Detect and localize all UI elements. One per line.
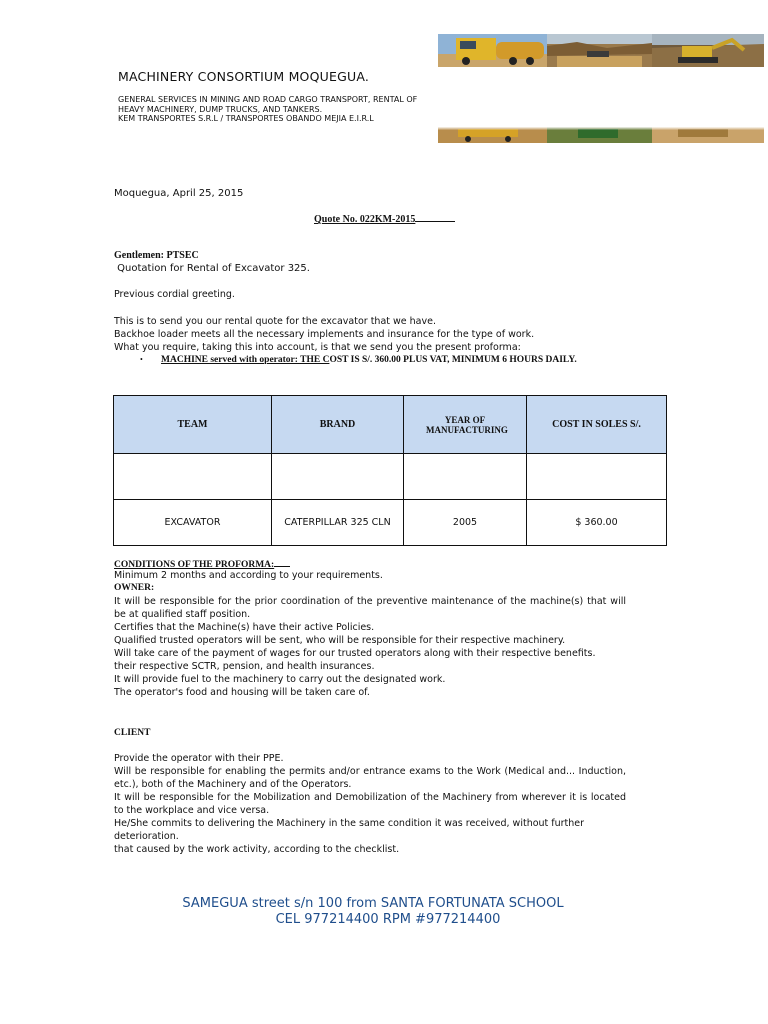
table-cell-team: EXCAVATOR <box>114 500 272 546</box>
table-cell-year: 2005 <box>404 500 527 546</box>
owner-item: Certifies that the Machine(s) have their active Policies. <box>114 622 375 633</box>
table-row <box>114 500 667 546</box>
owner-item: Qualified trusted operators will be sent, who will be responsible for their respective machinery. <box>114 635 566 646</box>
header-photo-tanker-truck <box>438 34 547 67</box>
table-cell <box>114 454 272 500</box>
header-photo-band <box>438 85 764 143</box>
quote-number <box>314 212 455 225</box>
client-item: that caused by the work activity, according to the checklist. <box>114 844 400 855</box>
client-item: Provide the operator with their PPE. <box>114 753 284 764</box>
letter-date: Moquegua, April 25, 2015 <box>114 188 244 199</box>
table-cell-brand: CATERPILLAR 325 CLN <box>272 500 404 546</box>
conditions-underline-fill <box>274 557 290 567</box>
body-line: Backhoe loader meets all the necessary implements and insurance for the type of work. <box>114 329 535 340</box>
table-cell <box>404 454 527 500</box>
client-heading: CLIENT <box>114 728 151 738</box>
footer-phone: CEL 977214400 RPM #977214400 <box>275 912 501 927</box>
pricing-bullet-rest: OST IS S/. 360.00 PLUS VAT, MINIMUM 6 HOURS DAILY. <box>329 355 577 365</box>
services-line: KEM TRANSPORTES S.R.L / TRANSPORTES OBANDO MEJIA E.I.R.L <box>118 114 374 124</box>
salutation <box>114 250 199 261</box>
year-header-text: YEAR OF MANUFACTURING <box>426 414 508 435</box>
owner-heading: OWNER: <box>114 583 155 593</box>
table-header-row <box>114 396 667 454</box>
pricing-bullet-underlined: MACHINE served with operator: THE C <box>161 355 330 365</box>
footer-address: SAMEGUA street s/n 100 from SANTA FORTUNATA SCHOOL <box>182 896 564 911</box>
owner-conditions <box>114 569 626 699</box>
pricing-bullet-text <box>161 353 580 367</box>
table-row <box>114 454 667 500</box>
table-header-cost: COST IN SOLES S/. <box>527 396 667 454</box>
table-header-brand: BRAND <box>272 396 404 454</box>
owner-label: OWNER <box>114 583 151 593</box>
letter-body <box>114 315 588 354</box>
salutation-name: PTSEC <box>166 250 199 261</box>
company-services <box>118 95 448 124</box>
table-header-team: TEAM <box>114 396 272 454</box>
owner-item: their respective SCTR, pension, and health insurances. <box>114 661 375 672</box>
bullet-marker: • <box>140 355 143 364</box>
owner-item: Will take care of the payment of wages for our trusted operators along with their respective benefits. <box>114 648 596 659</box>
client-item: It will be responsible for the Mobilization and Demobilization of the Machinery from wherever it is located to the workplace and vice versa. <box>114 792 626 816</box>
conditions-intro: Minimum 2 months and according to your requirements. <box>114 570 383 581</box>
table-cell <box>272 454 404 500</box>
body-line: This is to send you our rental quote for the excavator that we have. <box>114 316 436 327</box>
owner-item: It will be responsible for the prior coordination of the preventive maintenance of the machine(s) that will be at qualified staff position. <box>114 596 626 620</box>
owner-item: The operator's food and housing will be taken care of. <box>114 687 370 698</box>
salutation-label: Gentlemen: <box>114 250 164 261</box>
letter-greeting: Previous cordial greeting. <box>114 289 235 300</box>
body-line: What you require, taking this into account, is that we send you the present proforma: <box>114 342 521 353</box>
header-photo-excavator <box>652 34 764 67</box>
table-header-year <box>404 396 527 454</box>
quote-number-text: Quote No. 022KM-2015 <box>314 214 416 225</box>
letter-subject: Quotation for Rental of Excavator 325. <box>114 263 310 274</box>
services-line: GENERAL SERVICES IN MINING AND ROAD CARGO TRANSPORT, RENTAL OF <box>118 95 418 104</box>
table-cell-cost: $ 360.00 <box>527 500 667 546</box>
client-item: Will be responsible for enabling the permits and/or entrance exams to the Work (Medical and... Induction, etc.), both of the Machinery and of the Operators. <box>114 766 626 790</box>
owner-item: It will provide fuel to the machinery to carry out the designated work. <box>114 674 446 685</box>
services-line: HEAVY MACHINERY, DUMP TRUCKS, AND TANKERS. <box>118 104 323 114</box>
client-conditions <box>114 752 626 856</box>
company-name: MACHINERY CONSORTIUM MOQUEGUA. <box>118 69 370 84</box>
quote-underline-fill <box>415 212 455 222</box>
quote-table <box>113 395 667 546</box>
table-cell <box>527 454 667 500</box>
header-photo-mining-site <box>547 34 652 67</box>
conditions-heading-text: CONDITIONS OF THE PROFORMA: <box>114 560 275 570</box>
client-item: He/She commits to delivering the Machinery in the same condition it was received, without further deterioration. <box>114 818 585 842</box>
